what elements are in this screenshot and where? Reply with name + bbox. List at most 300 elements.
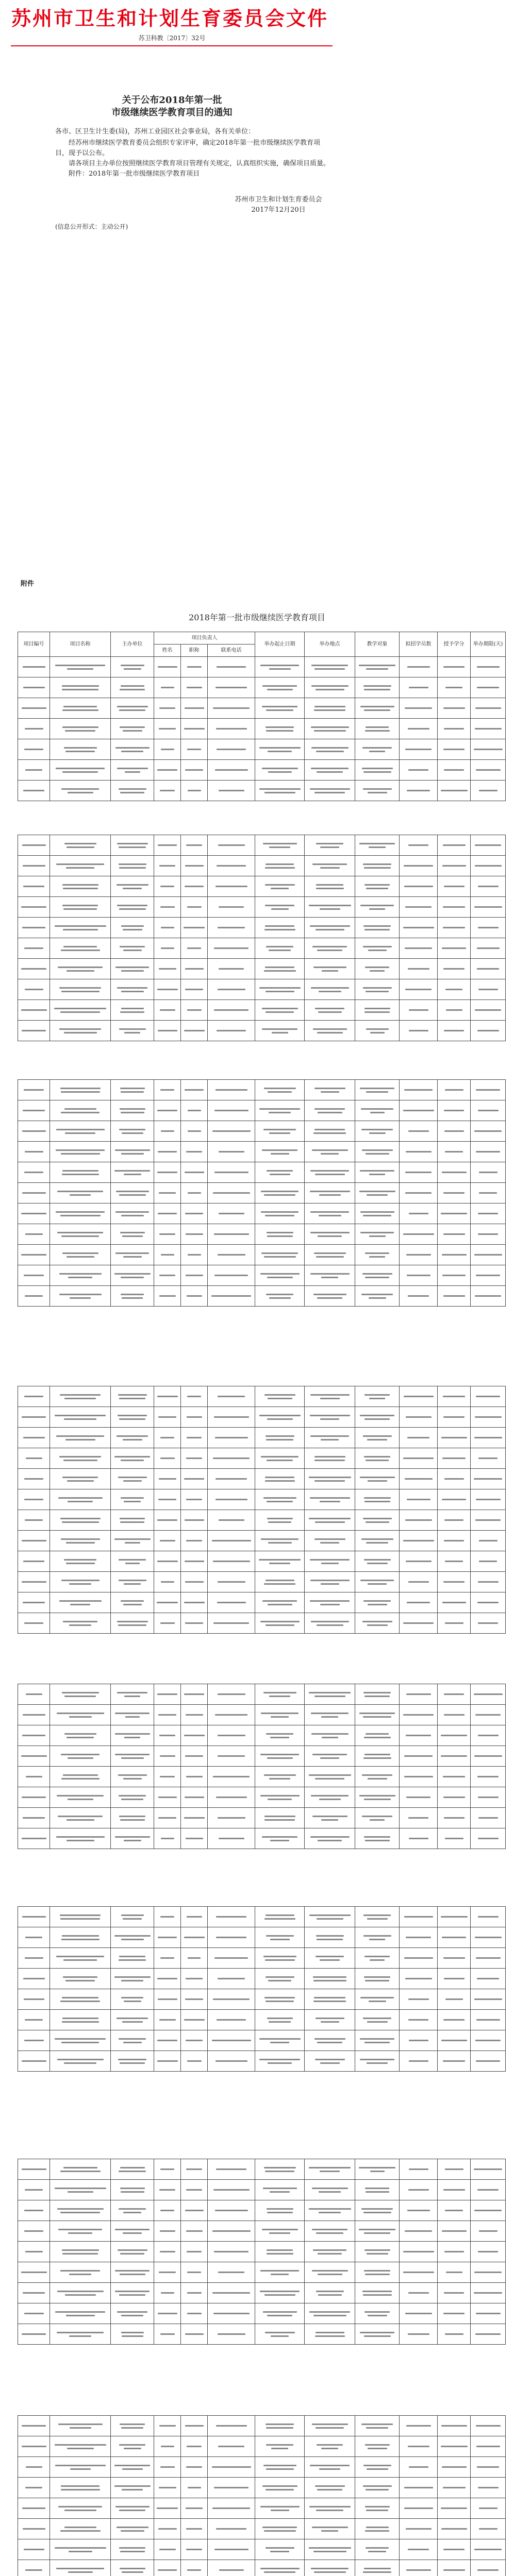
illegible-scan-text: [157, 1978, 177, 1979]
table-cell: [471, 2242, 506, 2262]
table-cell: [438, 1531, 471, 1551]
illegible-scan-text: [443, 2019, 465, 2021]
illegible-scan-text: [21, 2272, 47, 2273]
illegible-scan-text: [474, 2292, 502, 2294]
illegible-scan-text: [267, 1235, 293, 1237]
table-cell: [208, 1142, 255, 1162]
illegible-scan-text: [266, 730, 293, 732]
table-cell: [18, 1407, 50, 1428]
illegible-scan-text: [314, 706, 345, 707]
illegible-scan-text: [477, 2569, 499, 2571]
table-cell: [438, 1100, 471, 1121]
table-cell: [471, 1927, 506, 1948]
illegible-scan-text: [119, 1028, 146, 1030]
illegible-scan-text: [406, 2569, 431, 2571]
table-cell: [18, 1725, 50, 1746]
illegible-scan-text: [361, 1108, 393, 1110]
illegible-scan-text: [267, 2253, 293, 2255]
table-cell: [18, 1989, 50, 2010]
table-row: [18, 2180, 506, 2200]
illegible-scan-text: [365, 2274, 390, 2275]
table-cell: [400, 1489, 438, 1510]
table-cell: [154, 2560, 181, 2576]
illegible-scan-text: [403, 1233, 434, 1235]
illegible-scan-text: [444, 1130, 464, 1132]
illegible-scan-text: [115, 1733, 150, 1735]
illegible-scan-text: [478, 1233, 498, 1235]
illegible-scan-text: [314, 792, 345, 793]
illegible-scan-text: [64, 1559, 96, 1561]
table-cell: [255, 1469, 305, 1489]
illegible-scan-text: [264, 1194, 295, 1196]
illegible-scan-text: [265, 1480, 295, 1482]
illegible-scan-text: [315, 1521, 345, 1523]
table-row: [18, 719, 506, 739]
illegible-scan-text: [62, 689, 98, 690]
table-cell: [305, 2560, 355, 2576]
illegible-scan-text: [61, 1112, 100, 1113]
illegible-scan-text: [314, 1538, 345, 1540]
illegible-scan-text: [475, 865, 502, 867]
table-cell: [111, 2457, 154, 2478]
illegible-scan-text: [406, 1151, 432, 1153]
illegible-scan-text: [403, 1622, 434, 1624]
table-cell: [438, 856, 471, 876]
table-cell: [255, 1572, 305, 1592]
illegible-scan-text: [23, 666, 45, 668]
illegible-scan-text: [478, 886, 499, 887]
table-cell: [154, 1927, 181, 1948]
table-cell: [208, 856, 255, 876]
table-cell: [355, 959, 400, 979]
illegible-scan-text: [60, 2530, 101, 2532]
illegible-scan-text: [272, 1032, 288, 1033]
table-cell: [438, 1592, 471, 1613]
illegible-scan-text: [62, 1521, 99, 1523]
illegible-scan-text: [217, 2019, 246, 2021]
illegible-scan-text: [366, 2547, 389, 2549]
table-cell: [181, 1927, 208, 1948]
illegible-scan-text: [269, 668, 291, 670]
illegible-scan-text: [119, 788, 146, 790]
table-cell: [208, 1080, 255, 1100]
table-cell: [400, 938, 438, 959]
table-cell: [50, 1572, 111, 1592]
table-cell: [438, 1725, 471, 1746]
illegible-scan-text: [368, 1604, 387, 1605]
illegible-scan-text: [188, 2487, 201, 2488]
illegible-scan-text: [478, 989, 498, 990]
illegible-scan-text: [262, 1836, 297, 1838]
illegible-scan-text: [187, 947, 201, 949]
illegible-scan-text: [405, 2230, 432, 2232]
table-cell: [355, 760, 400, 781]
illegible-scan-text: [444, 1817, 465, 1819]
illegible-scan-text: [125, 771, 140, 773]
table-cell: [111, 1121, 154, 1142]
table-cell: [400, 1265, 438, 1286]
table-cell: [471, 1989, 506, 2010]
table-cell: [50, 1531, 111, 1551]
illegible-scan-text: [22, 1797, 46, 1798]
table-cell: [50, 677, 111, 698]
illegible-scan-text: [60, 1011, 100, 1013]
table-cell: [305, 2457, 355, 2478]
table-cell: [305, 1000, 355, 1021]
illegible-scan-text: [120, 2167, 145, 2168]
illegible-scan-text: [119, 867, 146, 869]
table-cell: [438, 2200, 471, 2221]
illegible-scan-text: [158, 1499, 176, 1500]
illegible-scan-text: [119, 1194, 146, 1196]
illegible-scan-text: [217, 749, 246, 750]
illegible-scan-text: [159, 728, 176, 730]
illegible-scan-text: [56, 1149, 105, 1151]
table-cell: [400, 1224, 438, 1245]
illegible-scan-text: [184, 1478, 204, 1480]
illegible-scan-text: [63, 1621, 97, 1622]
table-cell: [18, 1572, 50, 1592]
illegible-scan-text: [444, 728, 464, 730]
illegible-scan-text: [477, 1978, 499, 1979]
table-cell: [305, 1551, 355, 1572]
illegible-scan-text: [270, 1737, 289, 1738]
illegible-scan-text: [259, 747, 301, 749]
table-cell: [471, 677, 506, 698]
illegible-scan-text: [409, 2060, 428, 2062]
illegible-scan-text: [360, 1211, 394, 1213]
illegible-scan-text: [58, 2424, 103, 2425]
column-header: 举办地点: [305, 632, 355, 657]
illegible-scan-text: [317, 1918, 343, 1920]
table-cell: [305, 1927, 355, 1948]
table-cell: [111, 2242, 154, 2262]
table-cell: [208, 1245, 255, 1265]
table-cell: [355, 2221, 400, 2242]
table-cell: [154, 1828, 181, 1849]
illegible-scan-text: [121, 2427, 143, 2429]
illegible-scan-text: [265, 867, 295, 869]
illegible-scan-text: [316, 929, 344, 930]
illegible-scan-text: [68, 1757, 93, 1759]
illegible-scan-text: [64, 843, 96, 844]
illegible-scan-text: [270, 1174, 290, 1175]
table-cell: [355, 719, 400, 739]
illegible-scan-text: [188, 1110, 201, 1111]
illegible-scan-text: [119, 2547, 145, 2549]
illegible-scan-text: [409, 1838, 428, 1839]
illegible-scan-text: [364, 2042, 390, 2043]
illegible-scan-text: [409, 1213, 428, 1214]
illegible-scan-text: [408, 2189, 429, 2191]
table-cell: [355, 1183, 400, 1204]
illegible-scan-text: [212, 1540, 251, 1541]
table-cell: [208, 2303, 255, 2324]
table-cell: [181, 1989, 208, 2010]
table-cell: [50, 1162, 111, 1183]
illegible-scan-text: [161, 2446, 174, 2447]
table-cell: [154, 1808, 181, 1828]
table-cell: [18, 1767, 50, 1787]
illegible-scan-text: [187, 1416, 202, 1418]
table-cell: [18, 760, 50, 781]
illegible-scan-text: [310, 1559, 350, 1561]
illegible-scan-text: [218, 1396, 245, 1397]
table-row: [18, 1948, 506, 1969]
table-row: [18, 1224, 506, 1245]
illegible-scan-text: [68, 2191, 93, 2193]
illegible-scan-text: [185, 1797, 204, 1798]
illegible-scan-text: [23, 1714, 45, 1716]
table-cell: [400, 2262, 438, 2283]
table-cell: [50, 2221, 111, 2242]
table-cell: [208, 2416, 255, 2436]
illegible-scan-text: [186, 2168, 202, 2170]
illegible-scan-text: [264, 1819, 295, 1821]
illegible-scan-text: [187, 1295, 202, 1297]
illegible-scan-text: [67, 1819, 94, 1821]
table-cell: [255, 1386, 305, 1407]
illegible-scan-text: [367, 2253, 388, 2255]
illegible-scan-text: [26, 2466, 42, 2468]
table-cell: [208, 1767, 255, 1787]
table-cell: [50, 1021, 111, 1041]
illegible-scan-text: [218, 1581, 245, 1583]
illegible-scan-text: [441, 2507, 467, 2509]
table-cell: [255, 1510, 305, 1531]
table-cell: [400, 2416, 438, 2436]
table-cell: [18, 1021, 50, 1041]
table-row: [18, 876, 506, 897]
table-cell: [208, 1989, 255, 2010]
illegible-scan-text: [403, 1540, 434, 1541]
table-cell: [438, 1828, 471, 1849]
table-row: [18, 835, 506, 856]
illegible-scan-text: [264, 2294, 295, 2296]
table-cell: [18, 1162, 50, 1183]
illegible-scan-text: [363, 2485, 392, 2487]
illegible-scan-text: [259, 2059, 300, 2060]
table-cell: [438, 1489, 471, 1510]
table-cell: [208, 698, 255, 719]
table-cell: [255, 959, 305, 979]
illegible-scan-text: [157, 989, 178, 990]
table-cell: [438, 1705, 471, 1725]
illegible-scan-text: [120, 2253, 144, 2255]
illegible-scan-text: [123, 1604, 142, 1605]
illegible-scan-text: [403, 1458, 434, 1459]
illegible-scan-text: [64, 1108, 96, 1110]
table-cell: [355, 1286, 400, 1307]
illegible-scan-text: [157, 1396, 178, 1397]
illegible-scan-text: [187, 749, 201, 750]
illegible-scan-text: [114, 1456, 150, 1458]
illegible-scan-text: [475, 1416, 502, 1418]
table-cell: [255, 1725, 305, 1746]
illegible-scan-text: [475, 1937, 502, 1938]
table-cell: [400, 835, 438, 856]
illegible-scan-text: [474, 2272, 502, 2273]
table-cell: [154, 719, 181, 739]
illegible-scan-text: [320, 1757, 339, 1759]
table-cell: [355, 2457, 400, 2478]
table-cell: [50, 1705, 111, 1725]
illegible-scan-text: [214, 1275, 248, 1276]
illegible-scan-text: [159, 968, 176, 970]
table-cell: [438, 2436, 471, 2457]
table-cell: [305, 1531, 355, 1551]
table-cell: [181, 1286, 208, 1307]
illegible-scan-text: [408, 2292, 429, 2294]
illegible-scan-text: [64, 1418, 96, 1420]
table-cell: [255, 2242, 305, 2262]
illegible-scan-text: [310, 1836, 350, 1838]
illegible-scan-text: [271, 2448, 288, 2449]
illegible-scan-text: [369, 1939, 385, 1940]
illegible-scan-text: [60, 2171, 101, 2172]
illegible-scan-text: [61, 1153, 100, 1155]
table-cell: [111, 1969, 154, 1989]
table-cell: [400, 1021, 438, 1041]
table-cell: [355, 1531, 400, 1551]
illegible-scan-text: [61, 2485, 100, 2487]
illegible-scan-text: [63, 1460, 97, 1461]
illegible-scan-text: [59, 1600, 102, 1602]
illegible-scan-text: [216, 1797, 247, 1798]
table-cell: [181, 1407, 208, 1428]
illegible-scan-text: [320, 2062, 340, 2064]
illegible-scan-text: [218, 1254, 245, 1256]
table-cell: [181, 1080, 208, 1100]
illegible-scan-text: [265, 967, 294, 968]
illegible-scan-text: [24, 2313, 44, 2314]
illegible-scan-text: [121, 1980, 143, 1981]
illegible-scan-text: [365, 2530, 389, 2532]
illegible-scan-text: [367, 1194, 388, 1196]
illegible-scan-text: [121, 1008, 144, 1009]
table-cell: [471, 1572, 506, 1592]
table-cell: [255, 1265, 305, 1286]
illegible-scan-text: [218, 1693, 245, 1695]
table-cell: [208, 1725, 255, 1746]
illegible-scan-text: [55, 925, 106, 927]
illegible-scan-text: [25, 2251, 43, 2252]
table-cell: [181, 1021, 208, 1041]
illegible-scan-text: [158, 1416, 176, 1418]
illegible-scan-text: [62, 709, 98, 711]
illegible-scan-text: [369, 1235, 386, 1237]
illegible-scan-text: [315, 2485, 345, 2487]
table-row: [18, 1183, 506, 1204]
table-cell: [154, 698, 181, 719]
table-cell: [111, 2051, 154, 2072]
table-cell: [208, 1746, 255, 1767]
table-cell: [400, 1428, 438, 1448]
table-cell: [305, 1100, 355, 1121]
illegible-scan-text: [405, 1519, 432, 1521]
illegible-scan-text: [441, 1213, 467, 1214]
illegible-scan-text: [69, 2274, 91, 2275]
illegible-scan-text: [406, 2425, 431, 2427]
illegible-scan-text: [67, 668, 93, 670]
illegible-scan-text: [268, 1091, 292, 1093]
table-cell: [305, 739, 355, 760]
table-cell: [181, 1808, 208, 1828]
illegible-scan-text: [476, 1275, 500, 1276]
table-cell: [400, 1183, 438, 1204]
table-cell: [355, 2303, 400, 2324]
illegible-scan-text: [366, 1460, 389, 1461]
table-cell: [355, 1386, 400, 1407]
table-cell: [305, 719, 355, 739]
illegible-scan-text: [316, 884, 343, 886]
illegible-scan-text: [118, 2059, 146, 2060]
illegible-scan-text: [370, 1959, 385, 1961]
table-row: [18, 959, 506, 979]
table-cell: [111, 1286, 154, 1307]
illegible-scan-text: [316, 751, 344, 752]
project-table-page: [18, 1079, 506, 1307]
illegible-scan-text: [405, 2313, 432, 2314]
illegible-scan-text: [311, 747, 349, 749]
illegible-scan-text: [160, 1089, 174, 1091]
illegible-scan-text: [158, 1714, 176, 1716]
table-row: [18, 2303, 506, 2324]
illegible-scan-text: [266, 2547, 294, 2549]
illegible-scan-text: [24, 1622, 43, 1624]
table-cell: [471, 1907, 506, 1927]
table-cell: [154, 1787, 181, 1808]
illegible-scan-text: [120, 1108, 145, 1110]
illegible-scan-text: [313, 967, 346, 968]
table-cell: [305, 1787, 355, 1808]
table-cell: [111, 2221, 154, 2242]
table-title: 2018年第一批市级继续医学教育项目: [189, 613, 325, 622]
illegible-scan-text: [478, 1817, 498, 1819]
table-cell: [111, 2416, 154, 2436]
table-cell: [438, 1142, 471, 1162]
illegible-scan-text: [260, 2270, 299, 2272]
illegible-scan-text: [364, 2335, 391, 2337]
illegible-scan-text: [310, 1580, 350, 1581]
table-cell: [181, 2416, 208, 2436]
table-row: [18, 2560, 506, 2576]
illegible-scan-text: [477, 2466, 499, 2468]
table-cell: [50, 719, 111, 739]
table-cell: [208, 719, 255, 739]
table-cell: [255, 1767, 305, 1787]
illegible-scan-text: [370, 1032, 385, 1033]
table-cell: [208, 1448, 255, 1469]
illegible-scan-text: [262, 2229, 298, 2230]
table-cell: [355, 781, 400, 801]
illegible-scan-text: [363, 1692, 391, 1693]
illegible-scan-text: [160, 2210, 174, 2211]
table-cell: [50, 2416, 111, 2436]
illegible-scan-text: [266, 2444, 293, 2446]
illegible-scan-text: [115, 1211, 149, 1213]
table-cell: [154, 1613, 181, 1634]
table-cell: [50, 1684, 111, 1705]
illegible-scan-text: [365, 2506, 390, 2507]
illegible-scan-text: [61, 1235, 99, 1237]
illegible-scan-text: [479, 1561, 497, 1562]
table-cell: [208, 2283, 255, 2303]
table-cell: [305, 1746, 355, 1767]
illegible-scan-text: [315, 1008, 344, 1009]
illegible-scan-text: [320, 1542, 339, 1544]
table-cell: [438, 2478, 471, 2498]
